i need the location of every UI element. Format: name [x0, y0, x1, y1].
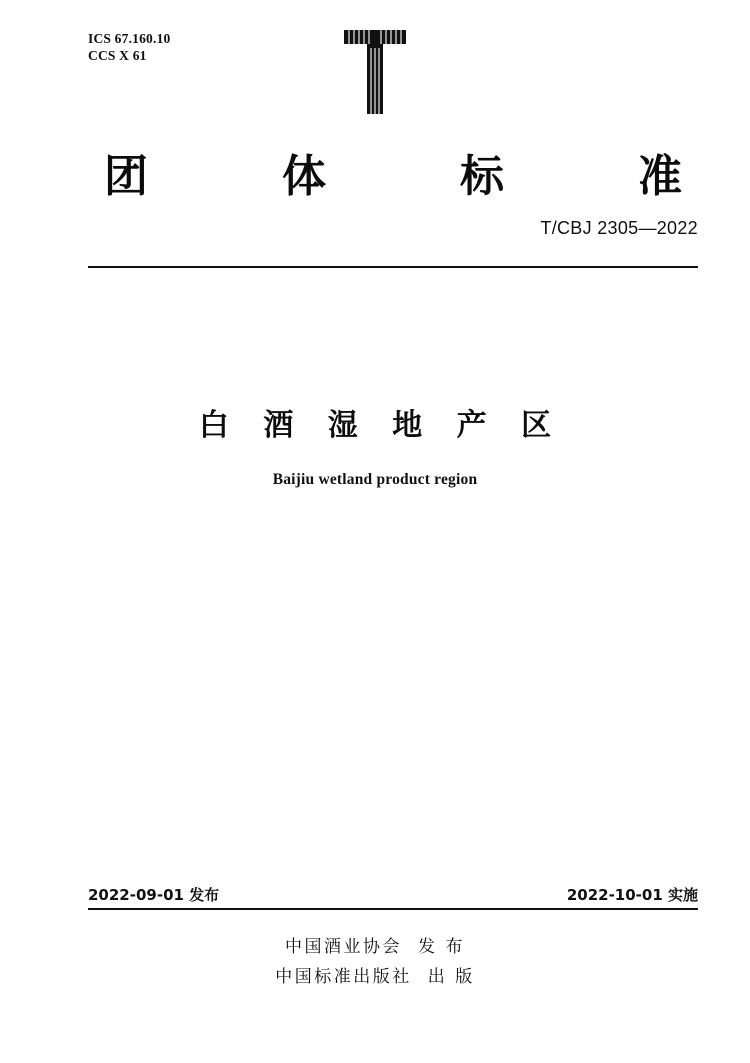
- standard-type-title: [88, 140, 698, 204]
- header-divider: [88, 266, 698, 268]
- issuer-verb: 发 布: [418, 937, 465, 957]
- standard-type-char-1: 团: [104, 151, 148, 202]
- standard-type-char-4: 准: [638, 151, 682, 202]
- standard-type-char-3: 标: [460, 151, 504, 202]
- logo-container: [0, 28, 750, 121]
- issuer-org: 中国酒业协会: [285, 937, 403, 957]
- press-org: 中国标准出版社: [275, 967, 412, 987]
- effective-date: 2022-10-01 实施: [566, 886, 698, 904]
- publisher-block: [0, 932, 750, 992]
- press-line: [0, 962, 750, 992]
- document-title-english: Baijiu wetland product region: [272, 471, 478, 488]
- footer-divider: [88, 908, 698, 910]
- ccs-code: CCS X 61: [88, 48, 147, 63]
- ics-code: ICS 67.160.10: [88, 31, 171, 46]
- standard-number: T/CBJ 2305—2022: [540, 218, 698, 238]
- letter-t-logo-icon: [340, 28, 410, 116]
- dates-row: [88, 884, 698, 905]
- press-verb: 出 版: [427, 967, 475, 987]
- standard-type-char-2: 体: [282, 151, 326, 202]
- issue-date: 2022-09-01 发布: [88, 886, 220, 904]
- document-title-chinese: 白 酒 湿 地 产 区: [198, 408, 564, 443]
- issuer-line: [0, 932, 750, 962]
